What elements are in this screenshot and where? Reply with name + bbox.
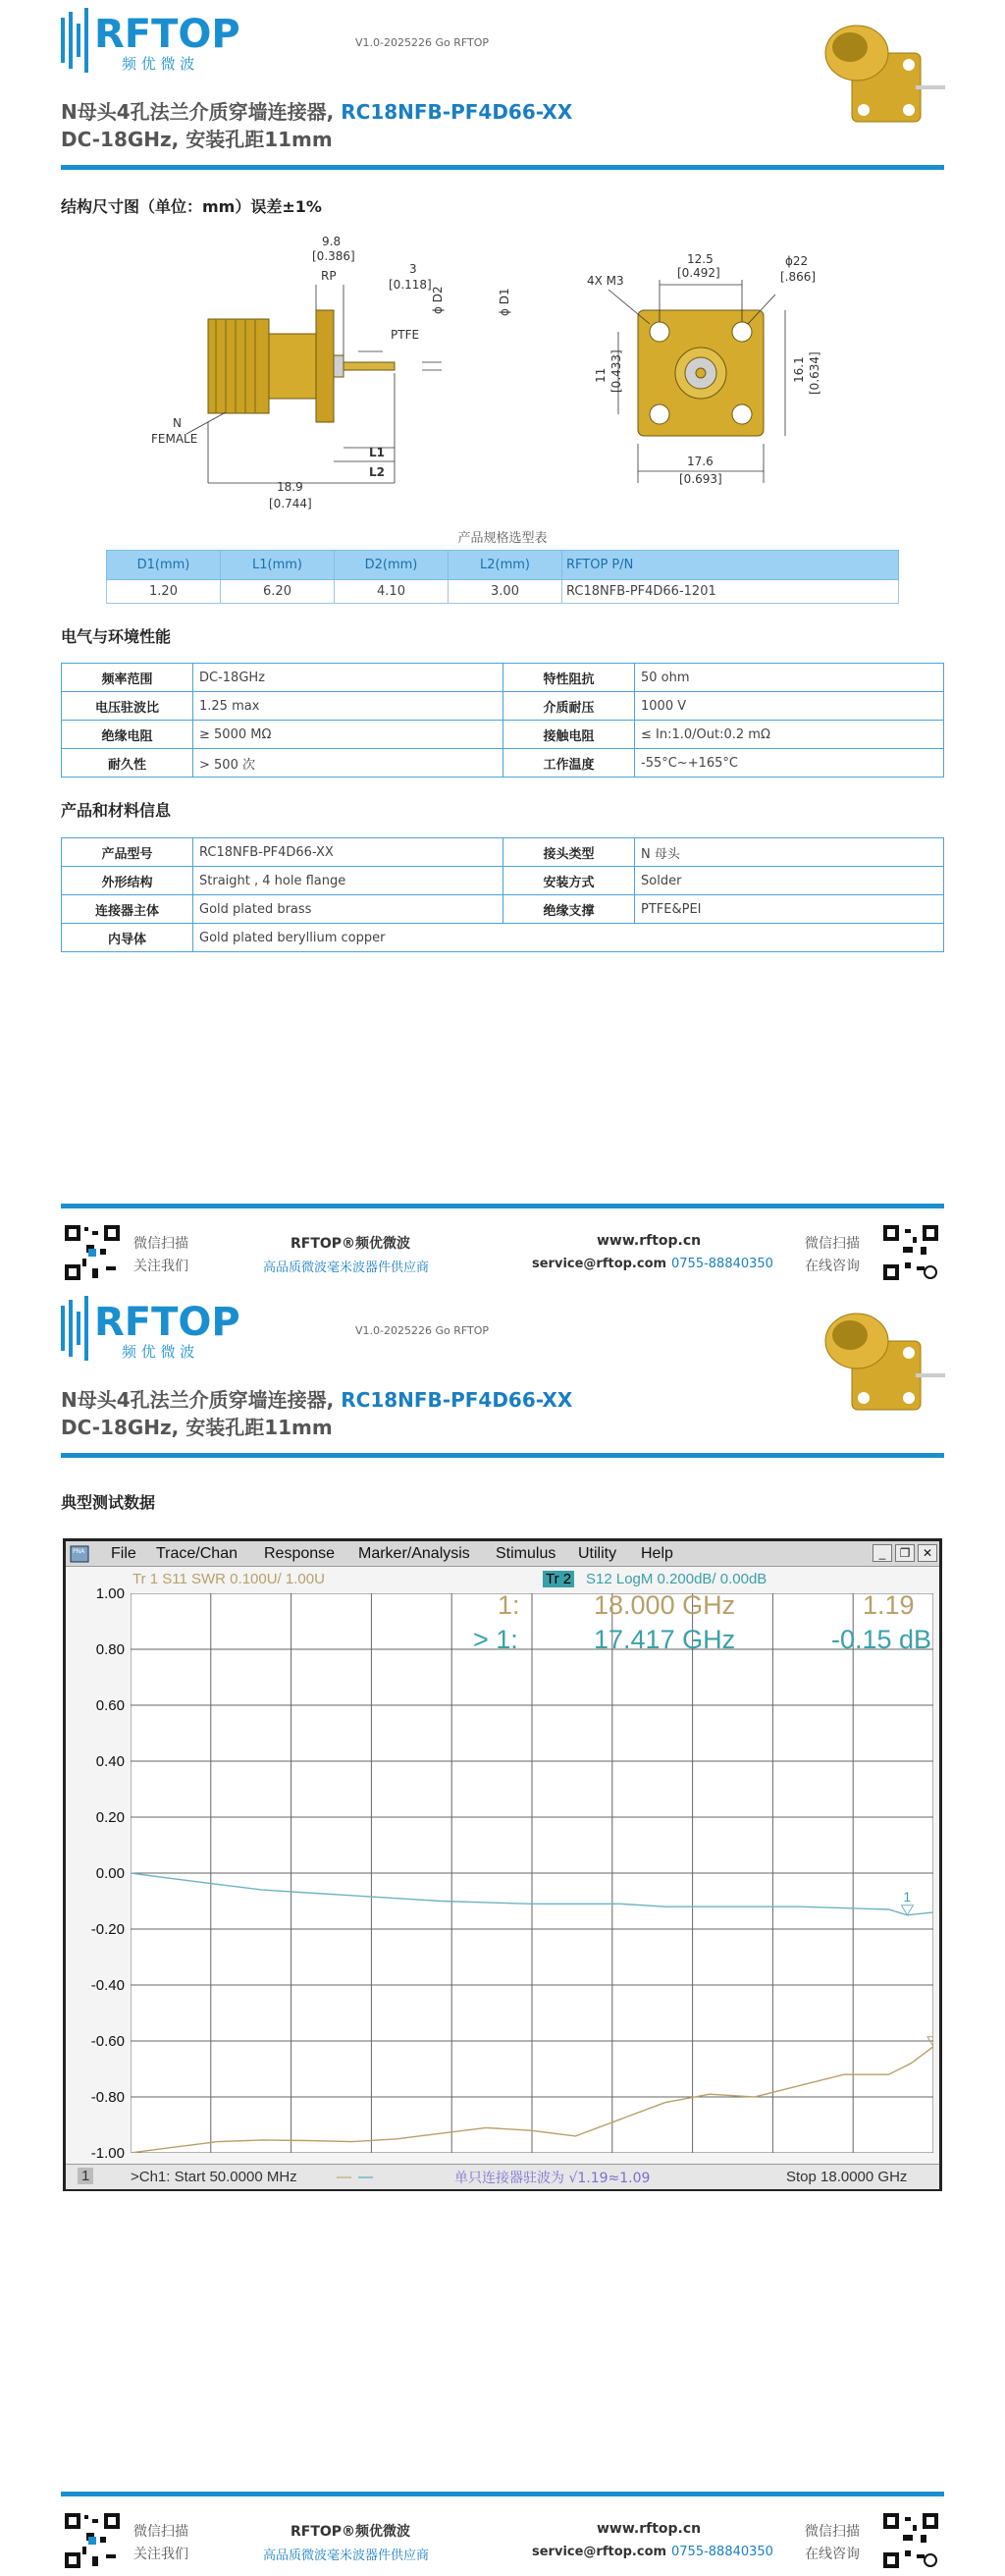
y-tick: -1.00 bbox=[90, 2145, 125, 2162]
trace1-label[interactable]: Tr 1 S11 SWR 0.100U/ 1.00U bbox=[132, 1571, 325, 1587]
plot-area[interactable] bbox=[131, 1593, 933, 2153]
svg-text:FEMALE: FEMALE bbox=[151, 432, 198, 446]
page-title: N母头4孔法兰介质穿墙连接器, RC18NFB-PF4D66-XX bbox=[61, 1388, 573, 1412]
y-tick: -0.80 bbox=[90, 2089, 125, 2106]
col-pn: RFTOP P/N bbox=[562, 551, 899, 580]
spec-table bbox=[106, 550, 899, 604]
qr-code-consult-icon[interactable] bbox=[881, 1223, 940, 1282]
product-thumbnail bbox=[813, 1302, 950, 1424]
rftop-logo bbox=[61, 8, 277, 73]
menu-file[interactable]: File bbox=[111, 1545, 136, 1562]
menu-marker-analysis[interactable]: Marker/Analysis bbox=[358, 1545, 470, 1562]
y-tick: -0.20 bbox=[90, 1921, 125, 1938]
vna-screenshot bbox=[63, 1538, 942, 2191]
y-tick: 0.20 bbox=[95, 1809, 125, 1826]
table-row: 连接器主体 Gold plated brass 绝缘支撑 PTFE&PEI bbox=[62, 895, 944, 924]
svg-text:17.6: 17.6 bbox=[687, 455, 714, 468]
svg-text:3: 3 bbox=[409, 262, 417, 276]
y-tick: 0.80 bbox=[95, 1641, 125, 1658]
y-tick: -0.40 bbox=[90, 1977, 125, 1994]
table-row: 外形结构 Straight , 4 hole flange 安装方式 Solder bbox=[62, 867, 944, 895]
trace2-label[interactable]: S12 LogM 0.200dB/ 0.00dB bbox=[586, 1571, 767, 1587]
pna-icon bbox=[70, 1544, 89, 1564]
table-row: 绝缘电阻 ≥ 5000 MΩ 接触电阻 ≤ In:1.0/Out:0.2 mΩ bbox=[62, 721, 944, 749]
vna-menubar bbox=[66, 1541, 939, 1567]
table-row: 电压驻波比 1.25 max 介质耐压 1000 V bbox=[62, 692, 944, 721]
svg-text:[0.386]: [0.386] bbox=[312, 249, 355, 263]
col-l2: L2(mm) bbox=[449, 551, 562, 580]
minimize-icon[interactable]: _ bbox=[873, 1544, 892, 1562]
header-divider bbox=[61, 165, 944, 170]
svg-text:18.9: 18.9 bbox=[277, 480, 303, 494]
spec-table-caption: 产品规格选型表 bbox=[457, 531, 548, 546]
trace2-tag[interactable]: Tr 2 bbox=[543, 1571, 574, 1587]
svg-text:[0.634]: [0.634] bbox=[808, 351, 821, 395]
marker-triangle bbox=[927, 2037, 933, 2047]
y-tick: 0.60 bbox=[95, 1697, 125, 1714]
col-d2: D2(mm) bbox=[335, 551, 449, 580]
qr-code-icon[interactable] bbox=[63, 2511, 122, 2570]
svg-text:L2: L2 bbox=[369, 465, 385, 479]
svg-text:L1: L1 bbox=[369, 446, 385, 459]
section-elec-title: 电气与环境性能 bbox=[61, 627, 172, 646]
marker1-value: 1.19 bbox=[863, 1590, 915, 1620]
svg-text:[0.744]: [0.744] bbox=[269, 497, 312, 510]
electrical-table bbox=[61, 663, 944, 778]
svg-text:9.8: 9.8 bbox=[322, 235, 342, 248]
footer-divider bbox=[61, 1204, 944, 1208]
footer-divider bbox=[61, 2492, 944, 2496]
page-subtitle: DC-18GHz, 安装孔距11mm bbox=[61, 128, 333, 151]
marker2-label: > 1: bbox=[473, 1625, 518, 1654]
header-divider bbox=[61, 1453, 944, 1458]
svg-text:ϕ D2: ϕ D2 bbox=[431, 286, 445, 314]
svg-text:RFTOP: RFTOP bbox=[94, 12, 240, 57]
brand-sub: 频 优 微 波 bbox=[122, 55, 195, 73]
svg-text:N: N bbox=[173, 416, 182, 430]
svg-text:RFTOP: RFTOP bbox=[94, 1300, 240, 1345]
svg-text:12.5: 12.5 bbox=[687, 252, 714, 266]
svg-text:RP: RP bbox=[321, 269, 337, 283]
close-icon[interactable]: ✕ bbox=[918, 1544, 937, 1562]
table-row: 1.20 6.20 4.10 3.00 RC18NFB-PF4D66-1201 bbox=[107, 580, 899, 604]
page-footer: 微信扫描 关注我们 RFTOP®频优微波 高品质微波毫米波器件供应商 www.rftop.cn service@rftop.com 0755-88840350 微信扫描 在线咨询 bbox=[0, 2492, 1005, 2576]
svg-text:[0.693]: [0.693] bbox=[679, 472, 722, 486]
svg-text:16.1: 16.1 bbox=[792, 356, 806, 383]
menu-response[interactable]: Response bbox=[264, 1545, 336, 1562]
section-dims-title: 结构尺寸图（单位：mm）误差±1% bbox=[61, 197, 322, 216]
y-tick: -0.60 bbox=[90, 2033, 125, 2050]
svg-text:[.866]: [.866] bbox=[780, 270, 817, 284]
svg-text:[0.492]: [0.492] bbox=[677, 266, 720, 280]
marker1-freq: 18.000 GHz bbox=[594, 1590, 736, 1620]
svg-text:4X M3: 4X M3 bbox=[587, 274, 624, 288]
table-row: 频率范围 DC-18GHz 特性阻抗 50 ohm bbox=[62, 664, 944, 692]
svg-text:频 优 微 波: 频 优 微 波 bbox=[122, 1343, 195, 1361]
svg-text:ϕ D1: ϕ D1 bbox=[498, 288, 511, 316]
y-tick: 1.00 bbox=[95, 1585, 125, 1602]
qr-code-icon[interactable] bbox=[63, 1223, 122, 1282]
version-text: V1.0-2025226 Go RFTOP bbox=[355, 1324, 490, 1337]
stop-freq[interactable]: Stop 18.0000 GHz bbox=[786, 2169, 908, 2185]
vswr-note: 单只连接器驻波为 √1.19≈1.09 bbox=[454, 2171, 651, 2186]
page-footer: 微信扫描 关注我们 RFTOP®频优微波 高品质微波毫米波器件供应商 www.rftop.cn service@rftop.com 0755-88840350 微信扫描 在线咨询 bbox=[0, 1204, 1005, 1288]
page-title: N母头4孔法兰介质穿墙连接器, RC18NFB-PF4D66-XX bbox=[61, 100, 573, 124]
material-table bbox=[61, 837, 944, 952]
chart-svg bbox=[131, 1593, 933, 2153]
svg-text:PTFE: PTFE bbox=[391, 328, 420, 342]
section-test-title: 典型测试数据 bbox=[61, 1493, 156, 1512]
qr-code-consult-icon[interactable] bbox=[881, 2511, 940, 2570]
restore-icon[interactable]: ❐ bbox=[895, 1544, 915, 1562]
y-tick: 0.00 bbox=[95, 1865, 125, 1882]
menu-utility[interactable]: Utility bbox=[578, 1545, 617, 1562]
version-text: V1.0-2025226 Go RFTOP bbox=[355, 36, 490, 49]
marker-number: 1 bbox=[903, 1888, 912, 1905]
product-thumbnail bbox=[813, 14, 950, 136]
channel-number[interactable]: 1 bbox=[78, 2168, 93, 2184]
page-2 bbox=[0, 1288, 1005, 2576]
svg-text:[0.118]: [0.118] bbox=[389, 278, 432, 292]
svg-text:ϕ22: ϕ22 bbox=[785, 254, 809, 268]
svg-text:11: 11 bbox=[594, 367, 608, 383]
start-freq[interactable]: >Ch1: Start 50.0000 MHz bbox=[131, 2169, 297, 2185]
table-row: 内导体 Gold plated beryllium copper bbox=[62, 924, 944, 952]
table-row: 产品型号 RC18NFB-PF4D66-XX 接头类型 N 母头 bbox=[62, 838, 944, 867]
col-d1: D1(mm) bbox=[107, 551, 221, 580]
rftop-logo bbox=[61, 1296, 277, 1361]
col-l1: L1(mm) bbox=[221, 551, 335, 580]
y-tick: 0.40 bbox=[95, 1753, 125, 1770]
menu-trace-chan[interactable]: Trace/Chan bbox=[156, 1545, 238, 1562]
dimension-drawing bbox=[147, 226, 893, 520]
svg-text:[0.433]: [0.433] bbox=[609, 349, 623, 393]
marker1-label: 1: bbox=[498, 1590, 520, 1620]
svg-text:PNA: PNA bbox=[73, 1548, 85, 1555]
menu-stimulus[interactable]: Stimulus bbox=[496, 1545, 556, 1562]
marker2-value: -0.15 dB bbox=[831, 1625, 932, 1654]
page-subtitle: DC-18GHz, 安装孔距11mm bbox=[61, 1416, 333, 1439]
table-row: 耐久性 > 500 次 工作温度 -55°C~+165°C bbox=[62, 749, 944, 778]
status-bar: 1 >Ch1: Start 50.0000 MHz — — 单只连接器驻波为 √1.19≈1.09 Stop 18.0000 GHz bbox=[66, 2164, 939, 2189]
section-material-title: 产品和材料信息 bbox=[61, 801, 172, 820]
menu-help[interactable]: Help bbox=[641, 1545, 673, 1562]
marker2-freq: 17.417 GHz bbox=[594, 1625, 736, 1654]
